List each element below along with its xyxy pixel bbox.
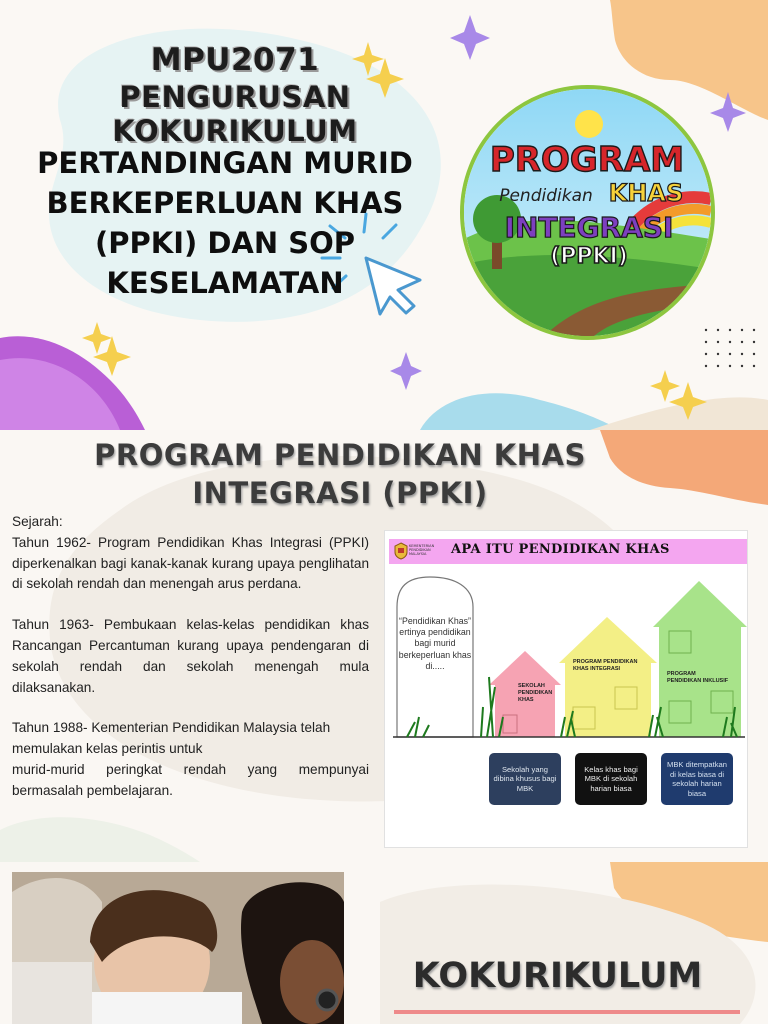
students-photo-art [12,872,344,1024]
special-education-infographic [384,530,748,848]
history-paragraph: Tahun 1988- Kementerian Pendidikan Malaysia telah memulakan kelas perintis untuk [12,720,331,757]
history-paragraph: Tahun 1962- Program Pendidikan Khas Integrasi (PPKI) diperkenalkan bagi kanak-kanak kurang upaya penglihatan di sekolah rendah dan menengah arus perdana. [12,534,369,592]
logo-text-integrasi: INTEGRASI [504,211,674,244]
cover-title-line: BERKEPERLUAN KHAS [46,186,404,220]
house-program-pendidikan-inklusif [653,581,747,737]
infographic-title: APA ITU PENDIDIKAN KHAS [451,542,670,557]
crest-text: KEMENTERIAN PENDIDIKAN MALAYSIA [409,544,435,556]
history-label: Sejarah: [12,514,63,529]
house1-label: SEKOLAH PENDIDIKAN KHAS [518,683,553,703]
house2-label: PROGRAM PENDIDIKAN KHAS INTEGRASI [573,659,638,672]
cover-title-line: (PPKI) DAN SOP [94,226,356,260]
history-paragraph: Tahun 1963- Pembukaan kelas-kelas pendidikan khas Rancangan Percantuman kurang upaya pendengaran di sekolah rendah dan sekolah menengah mula dilaksanakan. [12,617,369,695]
slide-cover [0,0,768,430]
slide-ppki-history [0,430,768,862]
history-paragraph: murid-murid peringkat rendah yang mempunyai bermasalah pembelajaran. [12,761,369,798]
ppki-logo-art [464,89,711,336]
slide2-blob-orange [600,430,768,505]
logo-text-pendidikan: Pendidikan [499,186,593,206]
cover-blob-blue [420,393,620,430]
house-program-pendidikan-khas-integrasi [559,617,657,737]
infographic-banner [389,539,747,564]
cover-title-line: KESELAMATAN [106,266,344,300]
ppki-logo [460,85,715,340]
cover-title-line: PERTANDINGAN MURID [37,146,413,180]
crest-icon [393,542,409,560]
slide2-heading-line1: PROGRAM PENDIDIKAN KHAS [94,438,586,472]
infographic-box-3: MBK ditempatkan di kelas biasa di sekolah harian biasa [661,753,733,805]
slide-kokurikulum [0,862,768,1024]
heading-underline [394,1010,740,1014]
course-name: PENGURUSAN KOKURIKULUM [112,80,358,148]
logo-text-program: PROGRAM [489,140,685,180]
logo-text-khas: KHAS [608,179,684,207]
sun-icon [575,110,603,138]
dot-grid-decoration [705,329,755,367]
kokurikulum-heading: KOKURIKULUM [412,956,703,996]
cover-title [20,143,430,303]
infographic-box-1: Sekolah yang dibina khusus bagi MBK [489,753,561,805]
sparkle-icon [82,322,112,354]
slide2-heading-line2: INTEGRASI (PPKI) [192,476,488,510]
students-photo [12,872,344,1024]
slide2-blob-green [0,817,200,862]
logo-text-ppki: (PPKI) [550,244,628,269]
house3-label: PROGRAM PENDIDIKAN INKLUSIF [667,671,729,684]
history-text [12,512,369,802]
sparkle-icon [390,352,422,390]
sparkle-icon [650,370,680,402]
infographic-box-2: Kelas khas bagi MBK di sekolah harian biasa [575,753,647,805]
course-code: MPU2071 [150,42,320,78]
infographic-quote: “Pendidikan Khas” ertinya pendidikan bagi murid berkeperluan khas di..... [398,616,472,671]
